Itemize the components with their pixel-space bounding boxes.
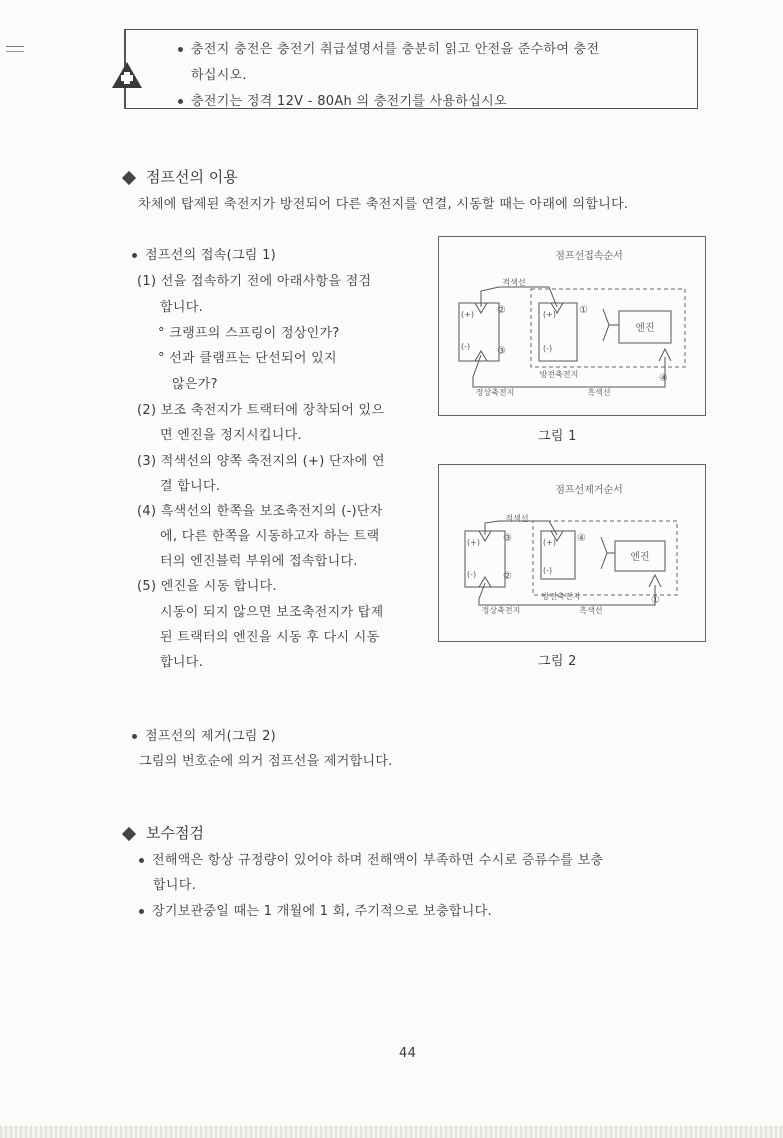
step-number: ② bbox=[503, 571, 512, 582]
margin-mark bbox=[6, 51, 24, 52]
normal-battery-label: 정상축전지 bbox=[481, 606, 521, 615]
engine-label: 엔진 bbox=[630, 552, 650, 563]
maintenance-bullet-1-cont: 합니다. bbox=[153, 878, 197, 893]
minus-label: (-) bbox=[467, 570, 477, 579]
bullet-icon bbox=[139, 909, 144, 914]
minus-label: (-) bbox=[461, 342, 471, 351]
figure-2-diagram bbox=[439, 465, 705, 641]
maintenance-bullet-2 bbox=[139, 900, 492, 919]
step-line: 면 엔진을 정지시킵니다. bbox=[160, 428, 302, 443]
step-line: ° 선과 클램프는 단선되어 있지 bbox=[158, 351, 337, 366]
step-line: (5) 엔진을 시동 합니다. bbox=[137, 579, 277, 594]
warning-line-2 bbox=[178, 90, 507, 109]
normal-battery-label: 정상축전지 bbox=[475, 388, 515, 397]
section-intro: 차체에 탑제된 축전지가 방전되어 다른 축전지를 연결, 시동할 때는 아래에 의합니다. bbox=[138, 197, 629, 212]
black-wire-label: 흑색선 bbox=[587, 388, 611, 397]
step-line: 에, 다른 한쪽을 시동하고자 하는 트랙 bbox=[160, 529, 380, 544]
step-line: (3) 적색선의 양쪽 축전지의 (+) 단자에 연 bbox=[137, 454, 385, 469]
bullet-icon bbox=[178, 99, 183, 104]
step-number: ① bbox=[579, 305, 588, 316]
fan-icon bbox=[601, 537, 615, 569]
scan-edge bbox=[0, 1126, 783, 1138]
minus-label: (-) bbox=[543, 344, 553, 353]
step-number: ③ bbox=[497, 346, 506, 357]
bullet-icon bbox=[139, 858, 144, 863]
step-line: 않은가? bbox=[172, 377, 218, 392]
step-line: 시동이 되지 않으면 보조축전지가 탑제 bbox=[160, 605, 384, 620]
warning-line-1b: 하십시오. bbox=[191, 68, 247, 83]
figure-2-caption: 그림 2 bbox=[538, 654, 577, 669]
step-number: ① bbox=[651, 595, 660, 606]
dead-battery-label: 방전축전지 bbox=[541, 592, 581, 601]
margin-mark bbox=[6, 46, 24, 47]
bullet-icon bbox=[132, 734, 137, 739]
engine-label: 엔진 bbox=[635, 323, 655, 334]
subheading-connect-text: 점프선의 접속(그림 1) bbox=[145, 248, 277, 263]
subheading-remove bbox=[132, 725, 276, 744]
maintenance-text-1: 전해액은 항상 규정량이 있어야 하며 전해액이 부족하면 수시로 증류수를 보충 bbox=[152, 853, 604, 868]
section-title: 점프선의 이용 bbox=[146, 168, 238, 186]
black-wire-label: 흑색선 bbox=[579, 606, 603, 615]
section-heading-jump bbox=[124, 166, 238, 187]
remove-text: 그림의 번호순에 의거 점프선을 제거합니다. bbox=[139, 754, 393, 769]
plus-label: (+) bbox=[467, 538, 480, 547]
step-number: ④ bbox=[659, 373, 668, 384]
figure-2-box bbox=[438, 464, 706, 642]
step-line: 터의 엔진블럭 부위에 접속합니다. bbox=[160, 554, 358, 569]
diamond-icon bbox=[122, 826, 136, 840]
step-line: 합니다. bbox=[160, 300, 204, 315]
subheading-remove-text: 점프선의 제거(그림 2) bbox=[145, 729, 277, 744]
step-line: 결 합니다. bbox=[160, 479, 221, 494]
dead-battery-label: 방전축전지 bbox=[539, 370, 579, 379]
red-wire-label: 적색선 bbox=[502, 278, 526, 287]
red-wire-label: 적색선 bbox=[505, 514, 529, 523]
plus-label: (+) bbox=[543, 538, 556, 547]
fan-icon bbox=[603, 309, 619, 341]
step-line: 합니다. bbox=[160, 655, 204, 670]
bullet-icon bbox=[132, 253, 137, 258]
step-number: ③ bbox=[503, 533, 512, 544]
maintenance-bullet-1 bbox=[139, 849, 603, 868]
diamond-icon bbox=[122, 170, 136, 184]
step-line: ° 크랭프의 스프링이 정상인가? bbox=[158, 326, 340, 341]
clamp-icon bbox=[479, 577, 491, 587]
step-line: (2) 보조 축전지가 트랙터에 장착되어 있으 bbox=[137, 403, 385, 418]
subheading-connect bbox=[132, 244, 276, 263]
figure-title: 점프선접속순서 bbox=[555, 251, 623, 262]
step-line: (4) 흑색선의 한쪽을 보조축전지의 (-)단자 bbox=[137, 504, 383, 519]
minus-label: (-) bbox=[543, 566, 553, 575]
bullet-icon bbox=[178, 47, 183, 52]
figure-1-caption: 그림 1 bbox=[538, 429, 577, 444]
warning-text-1: 충전지 충전은 충전기 취급설명서를 충분히 읽고 안전을 준수하여 충전 bbox=[191, 42, 600, 57]
figure-1-diagram bbox=[439, 237, 705, 415]
red-wire bbox=[485, 521, 557, 535]
step-line: (1) 선을 접속하기 전에 아래사항을 점검 bbox=[137, 274, 372, 289]
warning-triangle-icon bbox=[110, 60, 144, 90]
page-number: 44 bbox=[399, 1046, 417, 1061]
red-wire bbox=[481, 287, 557, 307]
plus-label: (+) bbox=[461, 310, 474, 319]
step-number: ② bbox=[497, 305, 506, 316]
section-heading-maintenance bbox=[124, 822, 204, 843]
warning-text-2: 충전기는 정격 12V - 80Ah 의 충전기를 사용하십시오 bbox=[191, 94, 507, 109]
section-title: 보수점검 bbox=[146, 824, 204, 842]
maintenance-text-2: 장기보관중일 때는 1 개월에 1 회, 주기적으로 보충합니다. bbox=[152, 904, 492, 919]
step-line: 된 트랙터의 엔진을 시동 후 다시 시동 bbox=[160, 630, 380, 645]
figure-1-box bbox=[438, 236, 706, 416]
figure-title: 점프선제거순서 bbox=[555, 485, 623, 496]
warning-line-1 bbox=[178, 38, 599, 57]
step-number: ④ bbox=[577, 533, 586, 544]
plus-label: (+) bbox=[543, 310, 556, 319]
